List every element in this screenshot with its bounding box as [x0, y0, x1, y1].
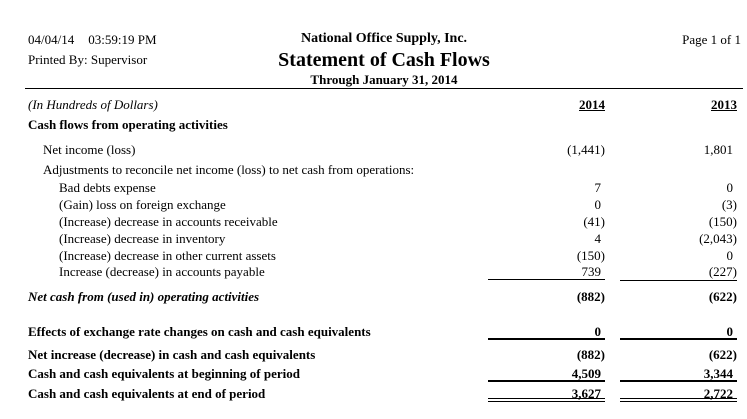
value-2014: (882)	[576, 347, 605, 362]
row-label: Net income (loss)	[43, 142, 136, 157]
row-label: Adjustments to reconcile net income (loss) to net cash from operations:	[43, 162, 415, 177]
row-cash-beginning	[0, 365, 747, 382]
column-header-row	[0, 96, 747, 113]
printed-by-value: Supervisor	[90, 52, 148, 67]
value-2013: (227)	[620, 263, 737, 281]
value-2013: 0	[620, 323, 737, 340]
row-other-current-assets	[0, 247, 747, 264]
row-inventory	[0, 230, 747, 247]
value-2014: (1,441)	[567, 142, 605, 157]
value-2013: (2,043)	[699, 231, 737, 246]
row-label: (Increase) decrease in inventory	[59, 231, 226, 246]
value-2014: 7	[594, 180, 601, 195]
row-label: (Increase) decrease in other current assets	[59, 248, 276, 263]
print-date: 04/04/14	[28, 32, 75, 47]
row-label: Cash and cash equivalents at beginning of period	[28, 366, 300, 381]
value-2014: (41)	[583, 214, 605, 229]
value-2014: 0	[594, 197, 601, 212]
value-2014: 3,627	[488, 385, 605, 402]
value-2014: 739	[488, 263, 605, 280]
row-net-cash-operating	[0, 288, 747, 305]
row-label: Net cash from (used in) operating activities	[28, 289, 260, 304]
value-2013: (3)	[721, 197, 737, 212]
value-2014: 4	[594, 231, 601, 246]
value-2013: (150)	[708, 214, 737, 229]
row-label: Increase (decrease) in accounts payable	[59, 264, 265, 279]
row-label: Bad debts expense	[59, 180, 156, 195]
units-label: (In Hundreds of Dollars)	[28, 97, 158, 112]
row-exchange-effects	[0, 323, 747, 340]
row-foreign-exchange	[0, 196, 747, 213]
report-header	[25, 30, 743, 87]
printed-by-label: Printed By:	[28, 52, 88, 67]
value-2014: 0	[488, 323, 605, 340]
section-operating-activities	[0, 116, 747, 133]
column-header-2014: 2014	[579, 97, 605, 112]
value-2013: 0	[726, 180, 733, 195]
print-time: 03:59:19 PM	[88, 32, 157, 47]
row-label: Net increase (decrease) in cash and cash equivalents	[28, 347, 316, 362]
page-number: Page 1 of 1	[682, 32, 741, 47]
value-2013: 2,722	[620, 385, 737, 402]
row-accounts-receivable	[0, 213, 747, 230]
row-cash-end	[0, 385, 747, 402]
row-label: (Increase) decrease in accounts receivable	[59, 214, 278, 229]
row-bad-debts	[0, 179, 747, 196]
section-label: Cash flows from operating activities	[28, 117, 228, 132]
value-2014: 4,509	[488, 365, 605, 382]
row-label: Effects of exchange rate changes on cash and cash equivalents	[28, 324, 371, 339]
row-adjustments-header	[0, 161, 747, 178]
header-divider	[25, 88, 743, 89]
report-title: Statement of Cash Flows	[278, 49, 490, 71]
value-2014: (882)	[576, 289, 605, 304]
row-net-income	[0, 141, 747, 158]
row-label: (Gain) loss on foreign exchange	[59, 197, 226, 212]
value-2013: (622)	[708, 347, 737, 362]
value-2013: 3,344	[620, 365, 737, 382]
company-name: National Office Supply, Inc.	[300, 31, 468, 46]
value-2014: (150)	[576, 248, 605, 263]
value-2013: (622)	[708, 289, 737, 304]
column-header-2013: 2013	[711, 97, 737, 112]
value-2013: 1,801	[703, 142, 733, 157]
row-label: Cash and cash equivalents at end of period	[28, 386, 266, 401]
report-period: Through January 31, 2014	[310, 72, 458, 87]
row-net-increase	[0, 346, 747, 363]
row-accounts-payable	[0, 263, 747, 280]
value-2013: 0	[726, 248, 733, 263]
